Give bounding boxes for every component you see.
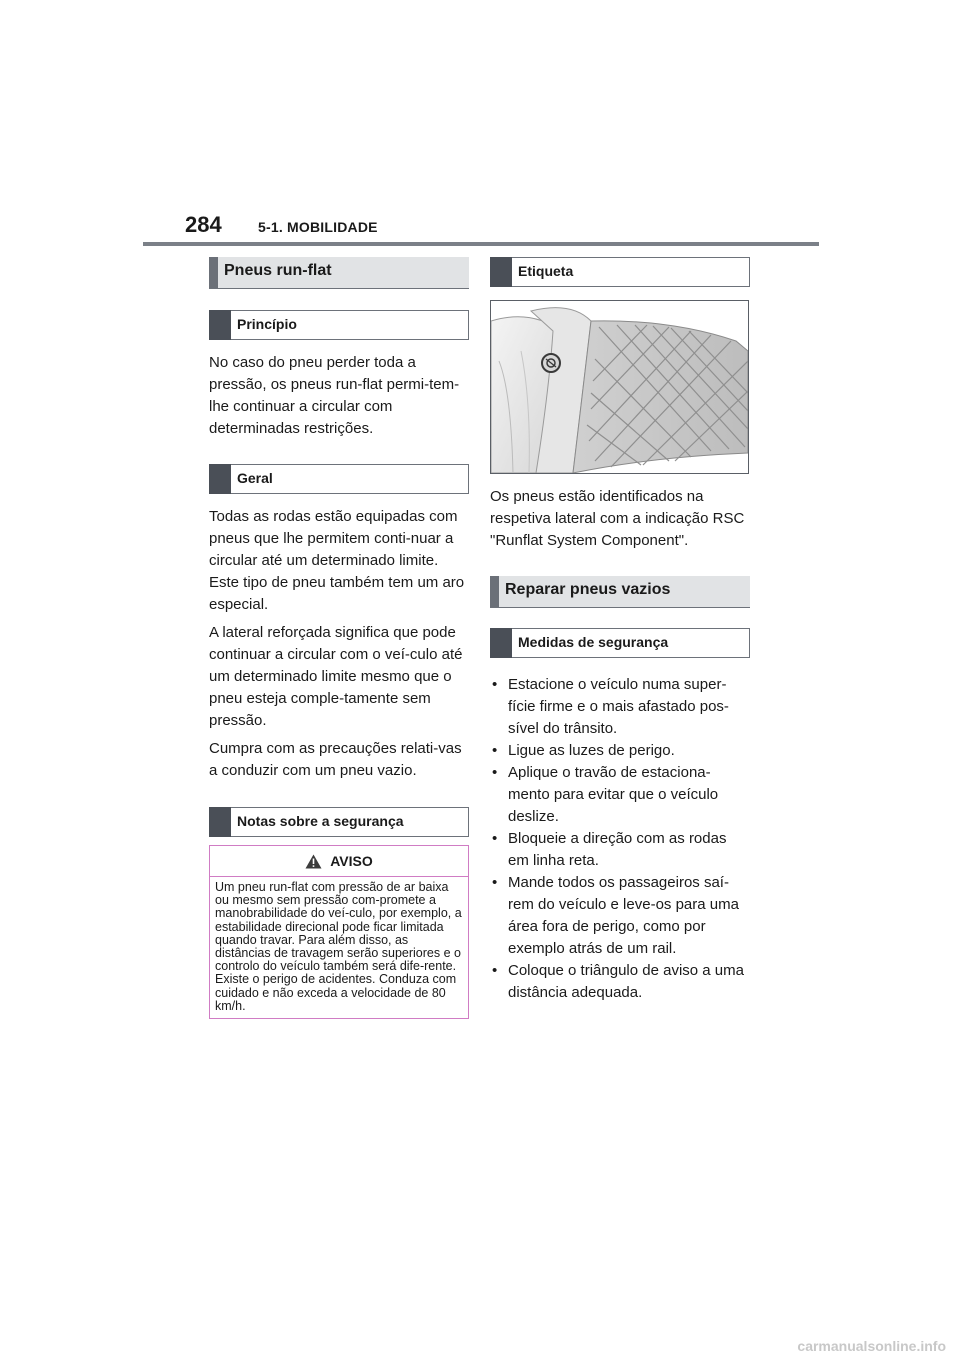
general-paragraph-3: Cumpra com as precauções relati-vas a conduzir com um pneu vazio. (209, 740, 462, 779)
subheading-principle: Princípio (209, 310, 469, 340)
general-paragraph-2: A lateral reforçada significa que pode continuar a circular com o veí-culo até um determinado limite mesmo que o pneu esteja comple-tamente sem pressão. (209, 624, 463, 729)
page-number: 284 (185, 212, 222, 237)
section-heading-run-flat: Pneus run-flat (209, 257, 469, 289)
principle-paragraph: No caso do pneu perder toda a pressão, os pneus run-flat permi-tem-lhe continuar a circular com determinadas restrições. (209, 354, 460, 437)
general-paragraph-1: Todas as rodas estão equipadas com pneus que lhe permitem conti-nuar a circular até um determinado limite. Este tipo de pneu também tem um aro especial. (209, 508, 465, 613)
header-rule (143, 242, 819, 246)
safety-measures-list (490, 674, 750, 1004)
list-item: • Coloque o triângulo de aviso a uma distância adequada. (490, 960, 750, 1004)
right-column (490, 257, 750, 1004)
list-item: • Aplique o travão de estaciona-mento para evitar que o veículo deslize. (490, 762, 750, 828)
subheading-general: Geral (209, 464, 469, 494)
tire-image (491, 301, 748, 473)
warning-header (210, 846, 468, 877)
warning-box (209, 845, 469, 1019)
warning-triangle-icon (305, 854, 322, 869)
warning-title: AVISO (330, 853, 373, 869)
list-item: • Bloqueie a direção com as rodas em linha reta. (490, 828, 750, 872)
tire-sidewall-illustration (490, 300, 749, 474)
subheading-safety-notes: Notas sobre a segurança (209, 807, 469, 837)
subheading-safety-measures: Medidas de segurança (490, 628, 750, 658)
list-item: • Ligue as luzes de perigo. (490, 740, 750, 762)
chapter-title: 5-1. MOBILIDADE (258, 219, 378, 235)
subheading-label: Etiqueta (490, 257, 750, 287)
warning-text: Um pneu run-flat com pressão de ar baixa ou mesmo sem pressão com-promete a manobrabilidade do veí-culo, por exemplo, a estabilidade direcional pode ficar limitada quando travar. Para além disso, as distâncias de travagem serão superiores e o controlo do veículo também será dife-rente. Existe o perigo de acidentes. Conduza com cuidado e não exceda a velocidade de 80 km/h. (215, 880, 462, 1013)
list-item: • Estacione o veículo numa super-fície firme e o mais afastado pos-sível do trânsito. (490, 674, 750, 740)
watermark: carmanualsonline.info (797, 1338, 946, 1354)
section-heading-repair: Reparar pneus vazios (490, 576, 750, 608)
left-column (209, 257, 469, 1019)
label-paragraph: Os pneus estão identificados na respetiva lateral com a indicação RSC "Runflat System Component". (490, 488, 745, 549)
list-item: • Mande todos os passageiros saí-rem do veículo e leve-os para uma área fora de perigo, como por exemplo atrás de um rail. (490, 872, 750, 960)
